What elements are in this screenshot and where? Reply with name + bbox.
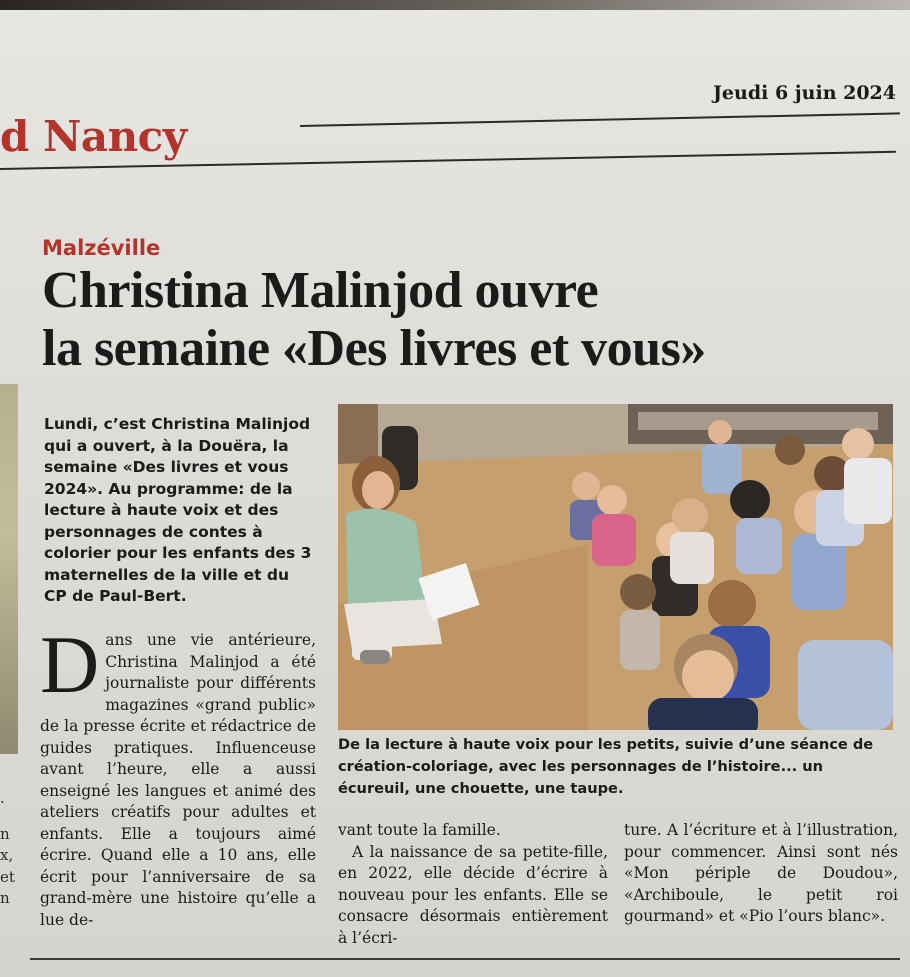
article-body-column-1 (40, 619, 316, 931)
drop-cap: D (40, 619, 100, 710)
fragment: . (0, 789, 5, 807)
headline-line-2: la semaine «Des livres et vous» (42, 320, 706, 377)
article-headline (42, 262, 902, 378)
fragment: n (0, 889, 10, 907)
header-rule-upper (300, 112, 900, 126)
article-body-column-3: ture. A l’écriture et à l’illustration, pour commencer. Ainsi sont nés «Mon périple de Doudou», «Archiboule, le petit roi gourmand» et «Pio l’ours blanc». (624, 821, 898, 925)
body-text-col2-b: A la naissance de sa petite-fille, en 2022, elle décide d’écrire à nouveau pour les enfants. Elle se consacre désormais entièrement à l’écri- (338, 842, 608, 947)
article-kicker: Malzéville (42, 236, 161, 260)
adjacent-photo-edge (0, 384, 18, 754)
fragment: et (0, 868, 15, 886)
photo-caption: De la lecture à haute voix pour les petits, suivie d’une séance de création-coloriage, avec les personnages de l’histoire... un écureuil, une chouette, une taupe. (338, 736, 874, 797)
body-text-col2-a: vant toute la famille. (338, 821, 501, 839)
article-photo (338, 404, 893, 730)
footer-rule (30, 958, 900, 960)
headline-line-1: Christina Malinjod ouvre (42, 262, 599, 319)
fragment: n (0, 825, 10, 843)
fragment: x, (0, 846, 14, 864)
article-body-column-2 (338, 820, 608, 949)
top-edge-shadow (0, 0, 910, 10)
photo-illustration (338, 404, 893, 730)
article-chapeau: Lundi, c’est Christina Malinjod qui a ouvert, à la Douëra, la semaine «Des livres et vous 2024». Au programme: de la lecture à haute voix et des personnages de contes à colorier pour les enfants des 3 maternelles de la ville et du CP de Paul-Bert. (44, 415, 312, 605)
section-name: d Nancy (0, 112, 187, 161)
body-text-col1: ans une vie antérieure, Christina Malinjod a été journaliste pour différents magazines «grand public» de la presse écrite et rédactrice de guides pratiques. Influenceuse avant l’heure, elle a aussi enseigné les langues et animé des ateliers créatifs pour adultes et enfants. Elle a toujours aimé écrire. Quand elle a 10 ans, elle écrit pour l’anniversaire de sa grand-mère une histoire qu’elle a lue de- (40, 631, 316, 929)
issue-date: Jeudi 6 juin 2024 (712, 82, 896, 104)
